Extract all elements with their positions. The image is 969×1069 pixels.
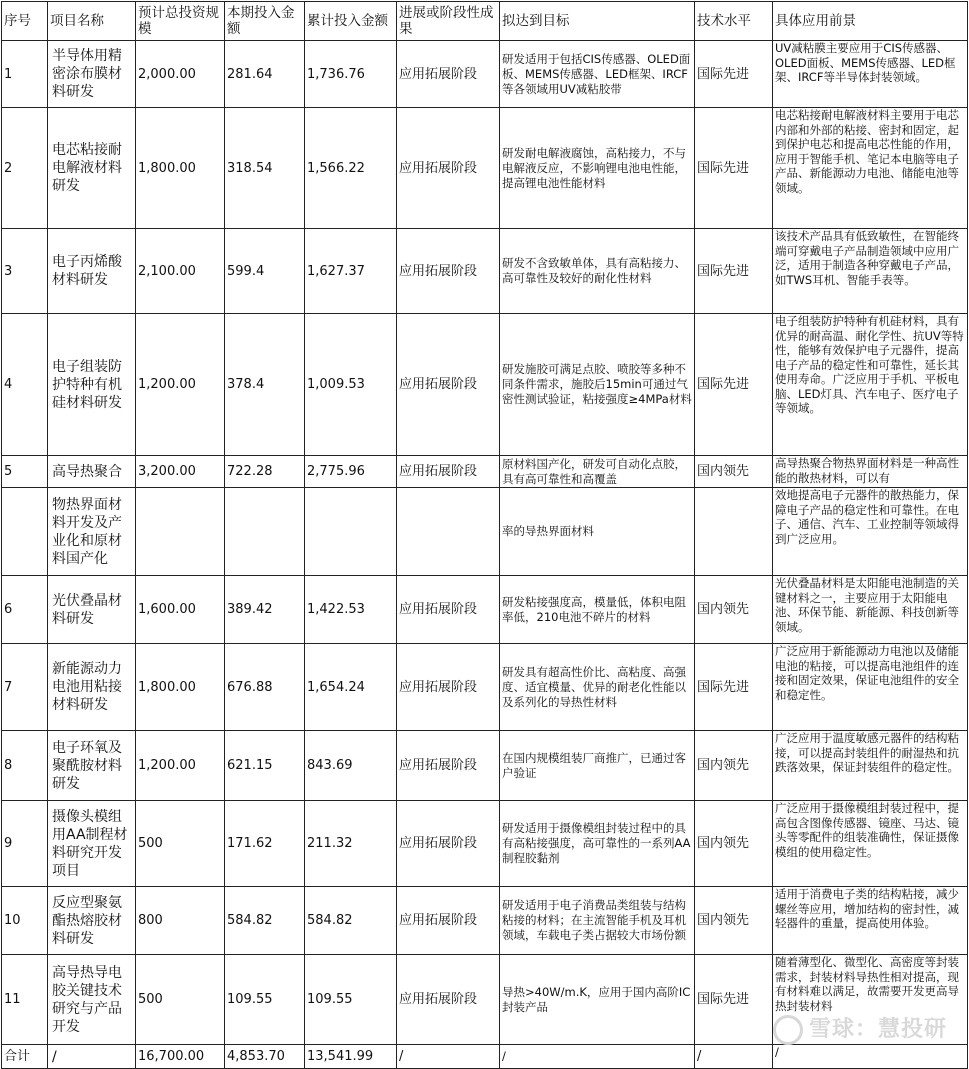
cell-application: 广泛应用于摄像模组封装过程中，提高包含图像传感器、镜座、马达、镜头等零配件的组装准确性，保证摄像模组的使用稳定性。 xyxy=(773,801,968,887)
cell-cumulative-investment: 2,775.96 xyxy=(305,456,397,488)
cell-seq: 2 xyxy=(2,108,48,229)
cell-tech-level: 国际先进 xyxy=(695,108,773,229)
cell-seq: 合计 xyxy=(2,1045,48,1069)
cell-project-name: 高导热聚合 xyxy=(48,456,136,488)
table-row xyxy=(2,108,968,229)
cell-current-investment: 4,853.70 xyxy=(225,1045,305,1069)
cell-total-investment: 16,700.00 xyxy=(136,1045,225,1069)
cell-stage xyxy=(397,488,500,576)
header-current: 本期投入金额 xyxy=(225,2,305,41)
cell-tech-level: 国际先进 xyxy=(695,41,773,108)
cell-goal: 导热>40W/m.K，应用于国内高阶IC封装产品 xyxy=(500,955,695,1045)
cell-tech-level: 国内领先 xyxy=(695,887,773,955)
cell-cumulative-investment xyxy=(305,488,397,576)
header-app: 具体应用前景 xyxy=(773,2,968,41)
cell-cumulative-investment: 1,654.24 xyxy=(305,644,397,731)
cell-cumulative-investment: 1,736.76 xyxy=(305,41,397,108)
cell-seq: 3 xyxy=(2,229,48,314)
cell-project-name: 电子组装防护特种有机硅材料研发 xyxy=(48,314,136,456)
cell-goal: 研发耐电解液腐蚀，高粘接力，不与电解液反应，不影响锂电池电性能，提高锂电池性能材料 xyxy=(500,108,695,229)
cell-cumulative-investment: 1,009.53 xyxy=(305,314,397,456)
cell-seq: 10 xyxy=(2,887,48,955)
cell-tech-level xyxy=(695,488,773,576)
cell-goal: 研发适用于摄像模组封装过程中的具有高粘接强度，高可靠性的一系列AA制程胶黏剂 xyxy=(500,801,695,887)
table-row xyxy=(2,887,968,955)
cell-goal: 研发适用于电子消费品类组装与结构粘接的材料；在主流智能手机及耳机领域，车载电子类占据较大市场份额 xyxy=(500,887,695,955)
cell-total-investment: 1,800.00 xyxy=(136,644,225,731)
cell-total-investment: 2,000.00 xyxy=(136,41,225,108)
cell-current-investment: 389.42 xyxy=(225,576,305,644)
cell-stage: / xyxy=(397,1045,500,1069)
header-seq: 序号 xyxy=(2,2,48,41)
cell-project-name: 电芯粘接耐电解液材料研发 xyxy=(48,108,136,229)
snowball-logo-icon xyxy=(773,1015,803,1045)
cell-project-name: 电子丙烯酸材料研发 xyxy=(48,229,136,314)
cell-current-investment: 621.15 xyxy=(225,731,305,801)
cell-total-investment: 3,200.00 xyxy=(136,456,225,488)
cell-current-investment: 171.62 xyxy=(225,801,305,887)
cell-stage: 应用拓展阶段 xyxy=(397,314,500,456)
cell-seq: 5 xyxy=(2,456,48,488)
cell-current-investment: 378.4 xyxy=(225,314,305,456)
cell-tech-level: 国际先进 xyxy=(695,229,773,314)
cell-goal: 研发不含致敏单体，具有高粘接力、高可靠性及较好的耐化性材料 xyxy=(500,229,695,314)
cell-goal: 原材料国产化，研发可自动化点胶，具有高可靠性和高覆盖 xyxy=(500,456,695,488)
table-row xyxy=(2,229,968,314)
cell-cumulative-investment: 109.55 xyxy=(305,955,397,1045)
cell-total-investment: 2,100.00 xyxy=(136,229,225,314)
cell-goal: 率的导热界面材料 xyxy=(500,488,695,576)
cell-application: 随着薄型化、微型化、高密度等封装需求，封装材料导热性相对提高，现有材料难以满足，故需要开发更高导热封装材料 xyxy=(773,955,968,1045)
cell-application: 适用于消费电子类的结构粘接，减少螺丝等应用，增加结构的密封性，减轻器件的重量，提高使用体验。 xyxy=(773,887,968,955)
table-row xyxy=(2,731,968,801)
cell-stage: 应用拓展阶段 xyxy=(397,576,500,644)
cell-seq: 11 xyxy=(2,955,48,1045)
cell-stage: 应用拓展阶段 xyxy=(397,41,500,108)
table-row xyxy=(2,488,968,576)
cell-seq: 4 xyxy=(2,314,48,456)
cell-stage: 应用拓展阶段 xyxy=(397,801,500,887)
header-tech: 技术水平 xyxy=(695,2,773,41)
cell-project-name: 电子环氧及聚酰胺材料研发 xyxy=(48,731,136,801)
cell-goal: 研发粘接强度高，模量低，体积电阻率低，210电池不碎片的材料 xyxy=(500,576,695,644)
cell-current-investment: 318.54 xyxy=(225,108,305,229)
header-name: 项目名称 xyxy=(48,2,136,41)
cell-tech-level: 国内领先 xyxy=(695,576,773,644)
cell-project-name: 摄像头模组用AA制程材料研究开发项目 xyxy=(48,801,136,887)
cell-tech-level: 国内领先 xyxy=(695,731,773,801)
cell-application: / xyxy=(773,1045,968,1069)
cell-goal: 研发具有超高性价比、高粘度、高强度、适宜模量、优异的耐老化性能以及系列化的导热性材料 xyxy=(500,644,695,731)
cell-cumulative-investment: 1,566.22 xyxy=(305,108,397,229)
cell-tech-level: / xyxy=(695,1045,773,1069)
cell-application: 该技术产品具有低致敏性，在智能终端可穿戴电子产品制造领域中应用广泛，适用于制造各种穿戴电子产品，如TWS耳机、智能手表等。 xyxy=(773,229,968,314)
header-goal: 拟达到目标 xyxy=(500,2,695,41)
cell-goal: 研发施胶可满足点胶、喷胶等多种不同条件需求，施胶后15min可通过气密性测试验证，粘接强度≥4MPa材料 xyxy=(500,314,695,456)
rd-projects-table xyxy=(1,1,968,1069)
cell-stage: 应用拓展阶段 xyxy=(397,456,500,488)
table-row xyxy=(2,576,968,644)
cell-seq: 1 xyxy=(2,41,48,108)
cell-total-investment: 1,600.00 xyxy=(136,576,225,644)
header-row xyxy=(2,2,968,41)
cell-seq: 7 xyxy=(2,644,48,731)
cell-current-investment: 109.55 xyxy=(225,955,305,1045)
cell-total-investment: 500 xyxy=(136,955,225,1045)
cell-seq xyxy=(2,488,48,576)
cell-stage: 应用拓展阶段 xyxy=(397,644,500,731)
cell-tech-level: 国内领先 xyxy=(695,456,773,488)
cell-stage: 应用拓展阶段 xyxy=(397,955,500,1045)
cell-seq: 9 xyxy=(2,801,48,887)
cell-seq: 8 xyxy=(2,731,48,801)
watermark: 雪球：慧投研 xyxy=(773,1012,947,1045)
cell-application: 效地提高电子元器件的散热能力，保障电子产品的稳定性和可靠性。在电子、通信、汽车、工业控制等领域得到广泛应用。 xyxy=(773,488,968,576)
cell-tech-level: 国际先进 xyxy=(695,314,773,456)
cell-project-name: 物热界面材料开发及产业化和原材料国产化 xyxy=(48,488,136,576)
cell-current-investment: 676.88 xyxy=(225,644,305,731)
cell-stage: 应用拓展阶段 xyxy=(397,108,500,229)
cell-goal: / xyxy=(500,1045,695,1069)
cell-project-name: 半导体用精密涂布膜材料研发 xyxy=(48,41,136,108)
cell-cumulative-investment: 1,422.53 xyxy=(305,576,397,644)
cell-application: 高导热聚合物热界面材料是一种高性能的散热材料，可以有 xyxy=(773,456,968,488)
cell-seq: 6 xyxy=(2,576,48,644)
cell-cumulative-investment: 843.69 xyxy=(305,731,397,801)
header-stage: 进展或阶段性成果 xyxy=(397,2,500,41)
cell-stage: 应用拓展阶段 xyxy=(397,887,500,955)
cell-total-investment: 1,200.00 xyxy=(136,731,225,801)
cell-application: UV减粘膜主要应用于CIS传感器、OLED面板、MEMS传感器、LED框架、IRCF等半导体封装领域。 xyxy=(773,41,968,108)
cell-stage: 应用拓展阶段 xyxy=(397,731,500,801)
table-row xyxy=(2,314,968,456)
header-total: 预计总投资规模 xyxy=(136,2,225,41)
table-row xyxy=(2,41,968,108)
cell-tech-level: 国际先进 xyxy=(695,955,773,1045)
cell-current-investment xyxy=(225,488,305,576)
cell-application: 电芯粘接耐电解液材料主要用于电芯内部和外部的粘接、密封和固定，起到保护电芯和提高电芯性能的作用，应用于智能手机、笔记本电脑等电子产品、新能源动力电池、储能电池等领域。 xyxy=(773,108,968,229)
cell-current-investment: 281.64 xyxy=(225,41,305,108)
header-cumulative: 累计投入金额 xyxy=(305,2,397,41)
table-row xyxy=(2,456,968,488)
cell-tech-level: 国际先进 xyxy=(695,644,773,731)
cell-current-investment: 722.28 xyxy=(225,456,305,488)
cell-project-name: / xyxy=(48,1045,136,1069)
cell-cumulative-investment: 584.82 xyxy=(305,887,397,955)
cell-project-name: 光伏叠晶材料研发 xyxy=(48,576,136,644)
cell-application: 广泛应用于温度敏感元器件的结构粘接，可以提高封装组件的耐湿热和抗跌落效果，保证封装组件的稳定性。 xyxy=(773,731,968,801)
cell-goal: 在国内规模组装厂商推广，已通过客户验证 xyxy=(500,731,695,801)
cell-cumulative-investment: 1,627.37 xyxy=(305,229,397,314)
cell-application: 光伏叠晶材料是太阳能电池制造的关键材料之一，主要应用于太阳能电池、环保节能、新能源、科技创新等领域。 xyxy=(773,576,968,644)
cell-total-investment: 800 xyxy=(136,887,225,955)
cell-project-name: 新能源动力电池用粘接材料研发 xyxy=(48,644,136,731)
cell-application: 电子组装防护特种有机硅材料，具有优异的耐高温、耐化学性、抗UV等特性，能够有效保护电子元器件，提高电子产品的稳定性和可靠性，延长其使用寿命。广泛应用于手机、平板电脑、LED灯具、汽车电子、医疗电子等领域。 xyxy=(773,314,968,456)
table-row xyxy=(2,801,968,887)
cell-current-investment: 599.4 xyxy=(225,229,305,314)
cell-stage: 应用拓展阶段 xyxy=(397,229,500,314)
cell-project-name: 高导热导电胶关键技术研究与产品开发 xyxy=(48,955,136,1045)
cell-total-investment xyxy=(136,488,225,576)
table-row xyxy=(2,644,968,731)
cell-cumulative-investment: 13,541.99 xyxy=(305,1045,397,1069)
cell-total-investment: 1,800.00 xyxy=(136,108,225,229)
total-row xyxy=(2,1045,968,1069)
cell-application: 广泛应用于新能源动力电池以及储能电池的粘接，可以提高电池组件的连接和固定效果，保证电池组件的安全和稳定性。 xyxy=(773,644,968,731)
cell-tech-level: 国内领先 xyxy=(695,801,773,887)
cell-total-investment: 1,200.00 xyxy=(136,314,225,456)
cell-goal: 研发适用于包括CIS传感器、OLED面板、MEMS传感器、LED框架、IRCF等各领域用UV减粘胶带 xyxy=(500,41,695,108)
cell-current-investment: 584.82 xyxy=(225,887,305,955)
cell-cumulative-investment: 211.32 xyxy=(305,801,397,887)
cell-project-name: 反应型聚氨酯热熔胶材料研发 xyxy=(48,887,136,955)
cell-total-investment: 500 xyxy=(136,801,225,887)
